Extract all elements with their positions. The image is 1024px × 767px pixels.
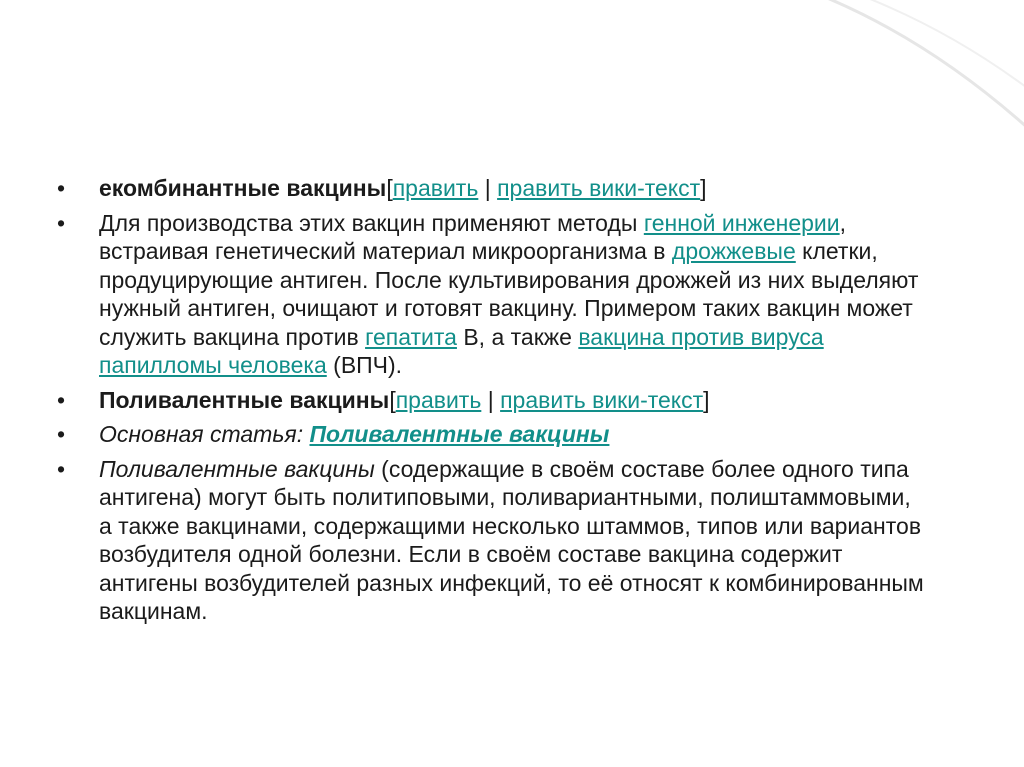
list-item-polyvalent-description xyxy=(57,455,927,626)
paragraph-text: B, а также xyxy=(456,323,579,350)
separator: | xyxy=(478,175,498,201)
list-item-recombinant-description xyxy=(57,209,927,380)
paragraph-text: (содержащие в своём составе более одного типа антигена) могут быть политиповыми, поливариантными, полиштаммовыми, а также вакцинами, содержащими несколько штаммов, типов или вариантов возбудителя одной болезни. Если в своём составе вакцина содержит антигены возбудителей разных инфекций, то её относят к комбинированным вакцинам. xyxy=(99,455,924,624)
bullet-dot: • xyxy=(57,455,66,482)
bracket-open: [ xyxy=(389,386,396,413)
list-item-recombinant-heading xyxy=(57,174,927,203)
paragraph-text: клетки, продуцирующие антиген. После культивирования дрожжей из них выделяют нужный антиген, очищают и готовят вакцину. Примером таких вакцин может служить вакцина против xyxy=(99,238,919,350)
paragraph-text: , встраивая генетический материал микроорганизма в xyxy=(99,209,847,264)
list-item-main-article xyxy=(57,420,927,449)
edit-link[interactable]: править xyxy=(395,386,482,413)
bracket-close: ] xyxy=(700,175,707,201)
list-item-polyvalent-heading xyxy=(57,386,927,415)
bullet-list xyxy=(57,174,927,626)
section-heading: екомбинантные вакцины xyxy=(99,175,387,201)
separator: | xyxy=(481,386,501,413)
edit-wiki-text-link[interactable]: править вики-текст xyxy=(497,175,701,201)
paragraph-text: Для производства этих вакцин применяют методы xyxy=(99,209,644,236)
edit-link[interactable]: править xyxy=(392,175,479,201)
main-article-label: Основная статья: xyxy=(99,421,310,447)
bullet-dot: • xyxy=(57,421,66,447)
italic-term: Поливалентные вакцины xyxy=(99,455,375,482)
link-hpv-vaccine[interactable]: вакцина против вируса папилломы человека xyxy=(99,323,824,378)
bullet-dot: • xyxy=(57,175,66,201)
link-genetic-engineering[interactable]: генной инженерии xyxy=(643,209,840,236)
section-heading: Поливалентные вакцины xyxy=(99,386,390,413)
bullet-dot: • xyxy=(57,386,66,413)
slide-content xyxy=(57,174,927,632)
main-article-link[interactable]: Поливалентные вакцины xyxy=(309,421,610,447)
bracket-open: [ xyxy=(386,175,393,201)
edit-wiki-text-link[interactable]: править вики-текст xyxy=(500,386,704,413)
paragraph-text: (ВПЧ). xyxy=(326,352,403,378)
bullet-dot: • xyxy=(57,209,66,236)
link-yeast[interactable]: дрожжевые xyxy=(671,238,796,264)
bracket-close: ] xyxy=(703,386,710,413)
link-hepatitis[interactable]: гепатита xyxy=(365,323,457,350)
